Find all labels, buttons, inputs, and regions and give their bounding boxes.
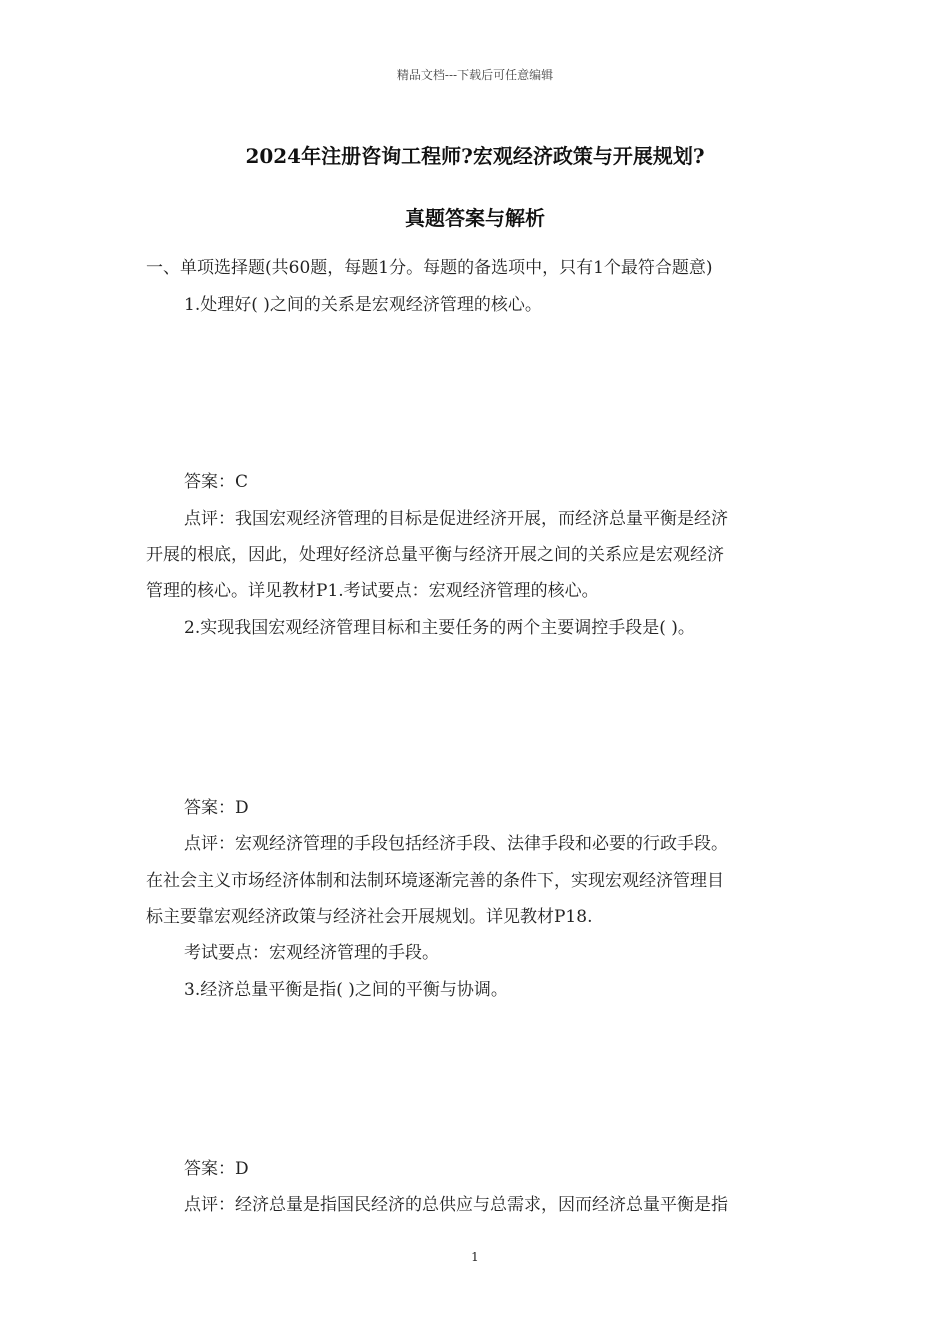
answer-2: 答案：D (184, 798, 249, 818)
comment-1-line-1: 点评：我国宏观经济管理的目标是促进经济开展，而经济总量平衡是经济 (184, 509, 728, 529)
question-1: 1.处理好( )之间的关系是宏观经济管理的核心。 (184, 295, 542, 315)
answer-3: 答案：D (184, 1159, 249, 1179)
question-3: 3.经济总量平衡是指( )之间的平衡与协调。 (184, 980, 508, 1000)
comment-1-line-2: 开展的根底，因此，处理好经济总量平衡与经济开展之间的关系应是宏观经济 (146, 545, 724, 565)
comment-1-line-3: 管理的核心。详见教材P1.考试要点：宏观经济管理的核心。 (146, 581, 599, 601)
comment-2-line-3: 标主要靠宏观经济政策与经济社会开展规划。详见教材P18. (146, 907, 593, 927)
document-title-line-1: 2024年注册咨询工程师?宏观经济政策与开展规划? (245, 144, 705, 168)
comment-2-line-1: 点评：宏观经济管理的手段包括经济手段、法律手段和必要的行政手段。 (184, 834, 728, 854)
question-2: 2.实现我国宏观经济管理目标和主要任务的两个主要调控手段是( )。 (184, 618, 695, 638)
section-heading: 一、单项选择题(共60题，每题1分。每题的备选项中，只有1个最符合题意) (146, 258, 713, 278)
answer-1: 答案：C (184, 472, 249, 492)
document-title-line-2: 真题答案与解析 (405, 206, 545, 230)
comment-2-line-4: 考试要点：宏观经济管理的手段。 (184, 943, 439, 963)
comment-2-line-2: 在社会主义市场经济体制和法制环境逐渐完善的条件下，实现宏观经济管理目 (146, 871, 724, 891)
page-number: 1 (471, 1250, 479, 1264)
comment-3-line-1: 点评：经济总量是指国民经济的总供应与总需求，因而经济总量平衡是指 (184, 1195, 728, 1215)
page-header: 精品文档---下载后可任意编辑 (396, 68, 554, 82)
